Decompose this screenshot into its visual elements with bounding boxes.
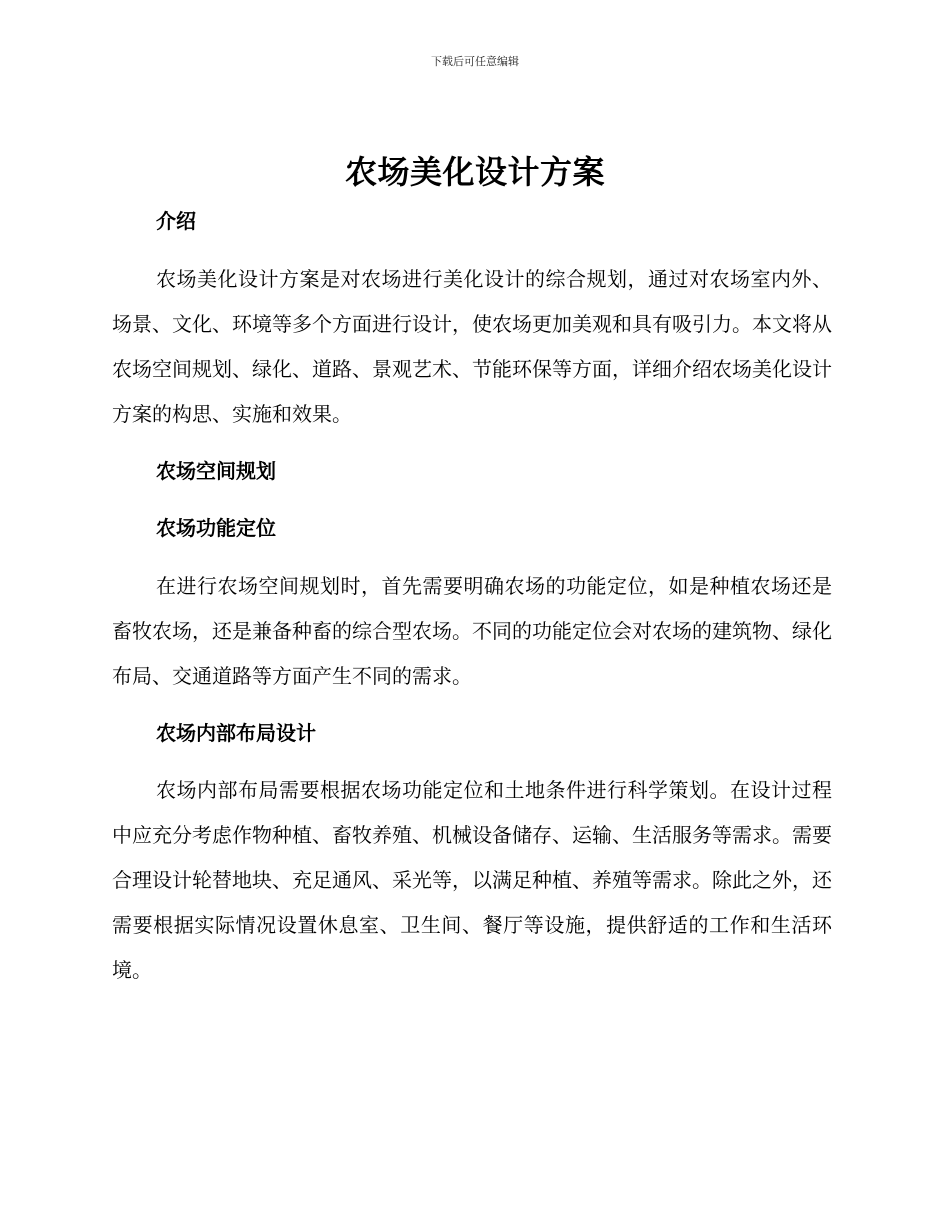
section-heading-internal-layout: 农场内部布局设计 <box>156 721 316 745</box>
section-paragraph-intro: 农场美化设计方案是对农场进行美化设计的综合规划，通过对农场室内外、场景、文化、环境等多个方面进行设计，使农场更加美观和具有吸引力。本文将从农场空间规划、绿化、道路、景观艺术、节能环保等方面，详细介绍农场美化设计方案的构思、实施和效果。 <box>112 267 832 426</box>
page-header-note: 下载后可任意编辑 <box>431 55 519 68</box>
section-paragraph-internal-layout: 农场内部布局需要根据农场功能定位和土地条件进行科学策划。在设计过程中应充分考虑作物种植、畜牧养殖、机械设备储存、运输、生活服务等需求。需要合理设计轮替地块、充足通风、采光等，以满足种植、养殖等需求。除此之外，还需要根据实际情况设置休息室、卫生间、餐厅等设施，提供舒适的工作和生活环境。 <box>112 778 832 982</box>
section-paragraph-function-positioning: 在进行农场空间规划时，首先需要明确农场的功能定位，如是种植农场还是畜牧农场，还是兼备种畜的综合型农场。不同的功能定位会对农场的建筑物、绿化布局、交通道路等方面产生不同的需求。 <box>112 574 832 688</box>
document-title: 农场美化设计方案 <box>344 153 605 191</box>
section-heading-intro: 介绍 <box>156 209 196 233</box>
section-heading-space-planning: 农场空间规划 <box>156 459 276 483</box>
section-heading-function-positioning: 农场功能定位 <box>156 516 276 540</box>
